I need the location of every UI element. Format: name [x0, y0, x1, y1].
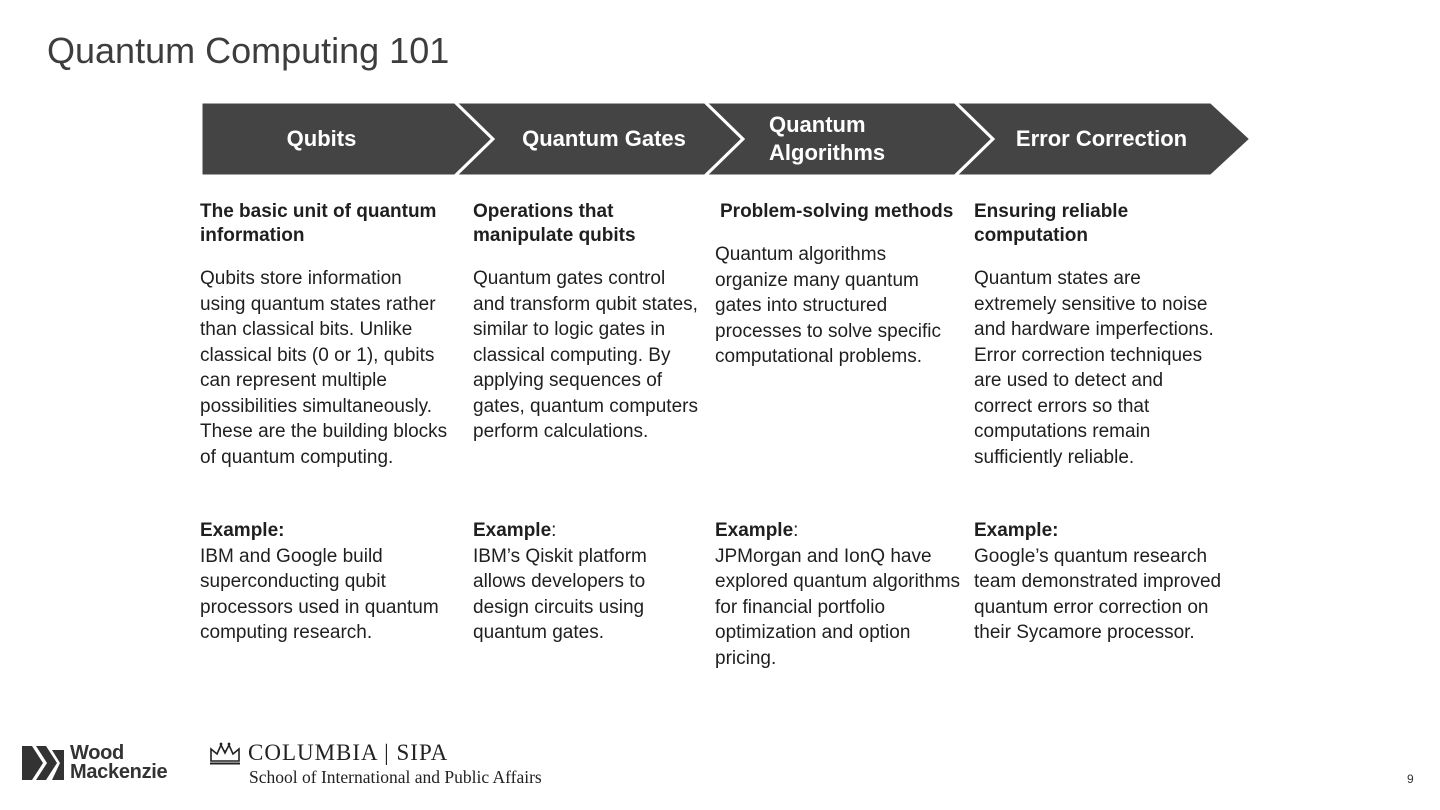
step-label-qubits: Qubits	[286, 126, 357, 151]
columbia-sipa-name: COLUMBIA | SIPA	[248, 740, 449, 765]
example-suffix: :	[793, 520, 799, 541]
column-error-correction	[974, 200, 1224, 643]
column-body: Qubits store information using quantum states rather than classical bits. Unlike classical bits (0 or 1), qubits can represent multiple possibilities simultaneously. These are the building blocks of quantum computing.	[200, 268, 448, 468]
column-qubits	[200, 200, 452, 643]
columbia-sipa-subtitle: School of International and Public Affairs	[249, 767, 542, 787]
step-label-error-correction: Error Correction	[1015, 126, 1188, 151]
column-example	[974, 518, 1224, 646]
example-label: Example:	[974, 520, 1059, 541]
column-heading: Ensuring reliable computation	[974, 201, 1129, 246]
process-chevron-bar	[199, 100, 1259, 178]
example-label: Example	[715, 520, 794, 541]
example-text: IBM and Google build superconducting qubit processors used in quantum computing research.	[200, 545, 439, 643]
example-label: Example:	[200, 520, 285, 541]
column-quantum-algorithms	[715, 200, 961, 669]
page-number: 9	[1407, 772, 1414, 786]
column-heading: Problem-solving methods	[720, 201, 954, 222]
wm-logo-icon	[22, 746, 64, 780]
column-example	[200, 518, 452, 646]
step-label-quantum-gates: Quantum Gates	[522, 126, 686, 151]
wm-line-1: Wood	[70, 742, 124, 764]
example-text: JPMorgan and IonQ have explored quantum algorithms for financial portfolio optimization and option pricing.	[715, 545, 961, 669]
example-label: Example	[473, 520, 552, 541]
column-body: Quantum algorithms organize many quantum gates into structured processes to solve specific computational problems.	[715, 244, 941, 367]
example-suffix: :	[551, 520, 557, 541]
column-heading: Operations that manipulate qubits	[473, 201, 636, 246]
column-example	[715, 518, 961, 671]
column-body: Quantum gates control and transform qubit states, similar to logic gates in classical computing. By applying sequences of gates, quantum computers perform calculations.	[473, 268, 698, 442]
wood-mackenzie-logo	[22, 744, 167, 782]
crown-icon	[208, 741, 242, 765]
columbia-sipa-logo	[208, 740, 542, 788]
wm-line-2: Mackenzie	[70, 761, 168, 783]
wood-mackenzie-wordmark	[70, 744, 167, 782]
step-label-quantum-algorithms: Quantum Algorithms	[769, 112, 886, 165]
column-quantum-gates	[473, 200, 701, 643]
slide-title: Quantum Computing 101	[47, 30, 450, 71]
column-body: Quantum states are extremely sensitive to noise and hardware imperfections. Error correction techniques are used to detect and correct errors so that computations remain sufficiently reliable.	[974, 268, 1214, 468]
column-example	[473, 518, 701, 646]
example-text: Google’s quantum research team demonstrated improved quantum error correction on their Sycamore processor.	[974, 545, 1222, 643]
column-heading: The basic unit of quantum information	[200, 201, 437, 246]
example-text: IBM’s Qiskit platform allows developers to design circuits using quantum gates.	[473, 545, 647, 643]
